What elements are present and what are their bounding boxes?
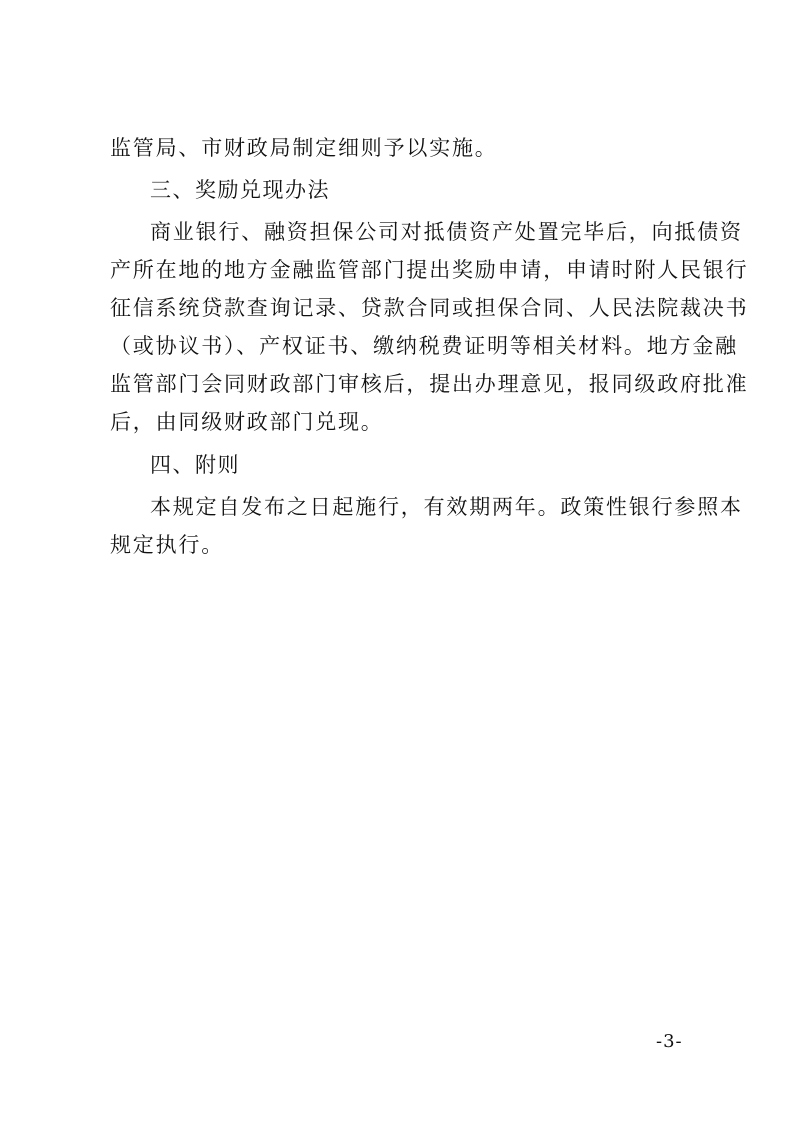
page-number: -3-: [656, 1031, 683, 1052]
paragraph-line: 监管部门会同财政部门审核后，提出办理意见，报同级政府批准: [110, 372, 749, 396]
section-heading: 三、奖励兑现办法: [150, 178, 330, 202]
section-heading: 四、附则: [150, 453, 240, 477]
paragraph-line: 产所在地的地方金融监管部门提出奖励申请，申请时附人民银行: [110, 258, 749, 282]
paragraph-line: 商业银行、融资担保公司对抵债资产处置完毕后，向抵债资: [150, 220, 743, 244]
paragraph-line: （或协议书）、产权证书、缴纳税费证明等相关材料。地方金融: [110, 334, 738, 358]
paragraph-line: 监管局、市财政局制定细则予以实施。: [110, 136, 498, 160]
paragraph-line: 后，由同级财政部门兑现。: [110, 410, 384, 434]
paragraph-line: 规定执行。: [110, 533, 224, 557]
paragraph-line: 本规定自发布之日起施行，有效期两年。政策性银行参照本: [150, 495, 743, 519]
paragraph-line: 征信系统贷款查询记录、贷款合同或担保合同、人民法院裁决书: [110, 296, 749, 320]
